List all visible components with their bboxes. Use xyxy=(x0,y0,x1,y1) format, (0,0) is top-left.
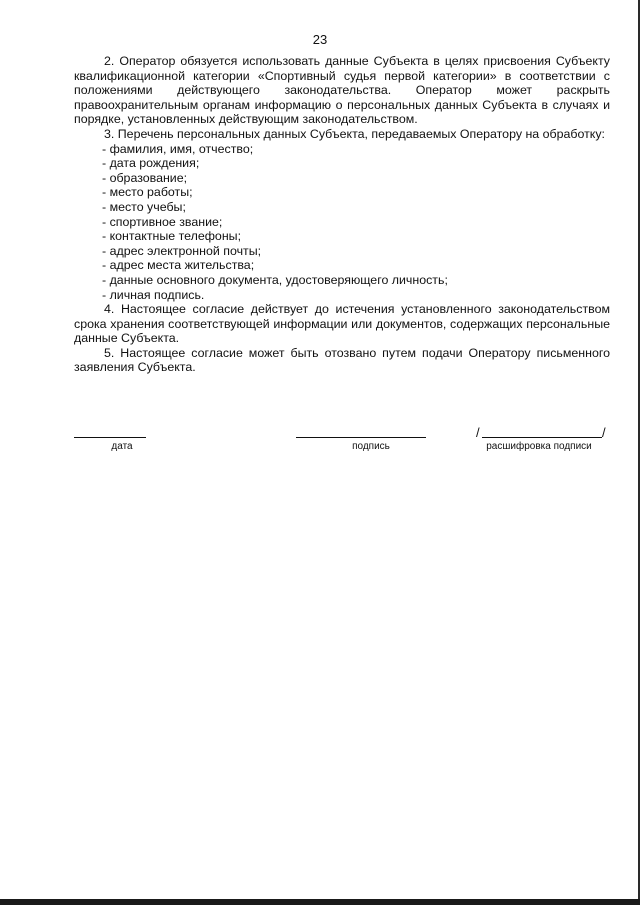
personal-data-list xyxy=(74,142,610,303)
scan-bottom-edge xyxy=(0,899,640,905)
list-item: - данные основного документа, удостоверяющего личность; xyxy=(102,272,448,287)
list-item: - личная подпись. xyxy=(102,287,205,302)
slash-right: / xyxy=(602,425,606,440)
paragraph-2: 2. Оператор обязуется использовать данные Субъекта в целях присвоения Субъекту квалификационной категории «Спортивный судья первой категории» в соответствии с положениями действующего законодательства. Оператор может раскрыть правоохранительным органам информацию о персональных данных Субъекта в случаях и порядке, установленных действующим законодательством. xyxy=(74,54,610,127)
slash-left: / xyxy=(476,425,480,440)
list-item: - адрес места жительства; xyxy=(102,258,255,273)
page-number: 23 xyxy=(312,32,328,47)
list-item: - спортивное звание; xyxy=(102,214,223,229)
date-label: дата xyxy=(111,441,133,452)
list-item: - место работы; xyxy=(102,185,193,200)
decoding-label: расшифровка подписи xyxy=(486,441,592,452)
paragraph-4: 4. Настоящее согласие действует до истечения установленного законодательством срока хранения соответствующей информации или документов, содержащих персональные данные Субъекта. xyxy=(74,302,610,346)
signature-line xyxy=(296,437,426,438)
paragraph-5: 5. Настоящее согласие может быть отозвано путем подачи Оператору письменного заявления Субъекта. xyxy=(74,345,610,375)
signature-block xyxy=(0,426,640,466)
signature-label: подпись xyxy=(352,441,390,452)
list-item: - место учебы; xyxy=(102,199,186,214)
list-item: - образование; xyxy=(102,170,188,185)
list-item: - дата рождения; xyxy=(102,156,200,171)
list-item: - фамилия, имя, отчество; xyxy=(102,141,254,156)
list-item: - контактные телефоны; xyxy=(102,229,242,244)
document-body xyxy=(74,54,610,375)
paragraph-3: 3. Перечень персональных данных Субъекта, передаваемых Оператору на обработку: xyxy=(104,126,605,141)
date-line xyxy=(74,437,146,438)
decoding-line xyxy=(482,437,602,438)
list-item: - адрес электронной почты; xyxy=(102,243,262,258)
